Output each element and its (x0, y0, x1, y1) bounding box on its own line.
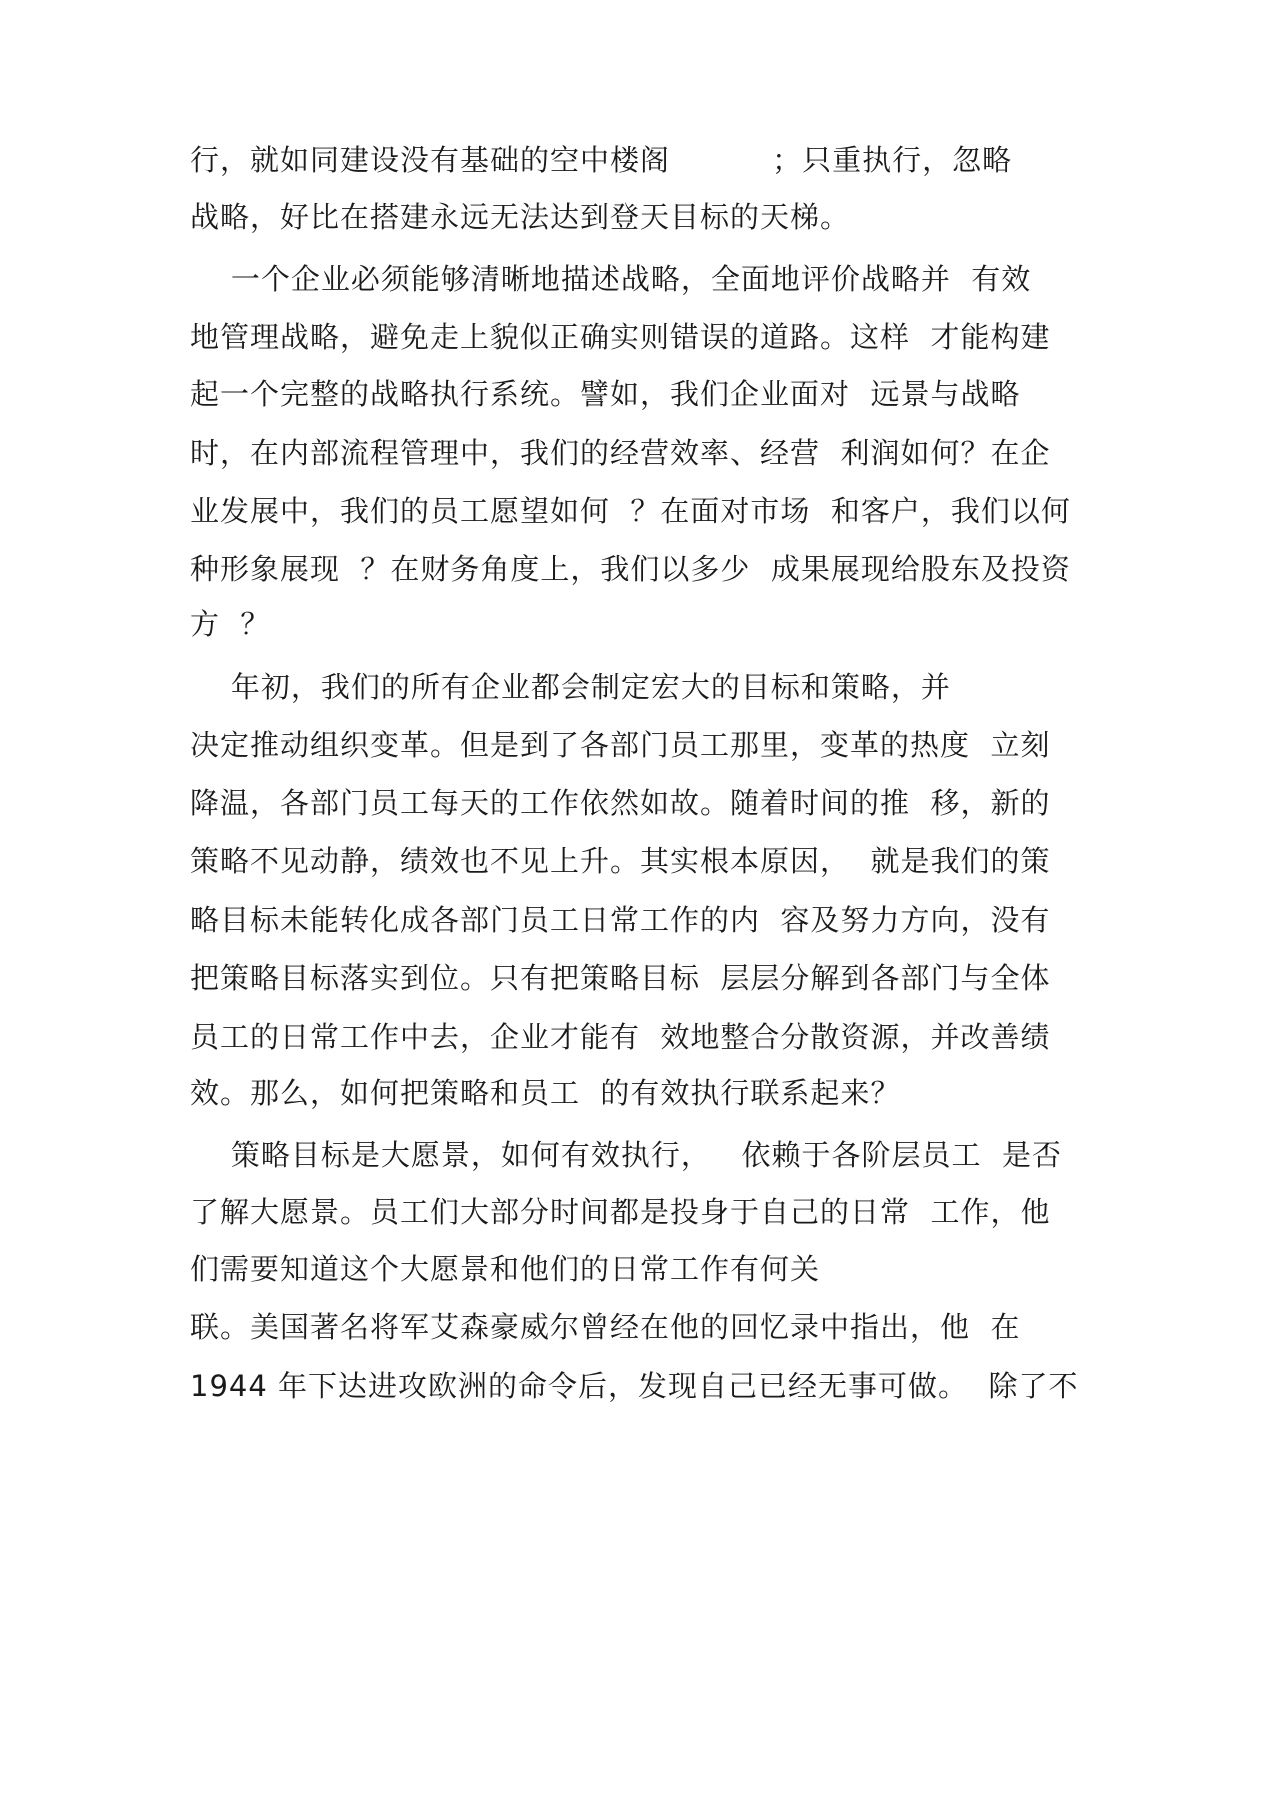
text-line: 策略目标是大愿景，如何有效执行， 依赖于各阶层员工 是否 (190, 1138, 1062, 1172)
text-line: 略目标未能转化成各部门员工日常工作的内 容及努力方向，没有 (190, 903, 1051, 937)
text-line: 方 ？ (190, 607, 271, 641)
text-line: 业发展中，我们的员工愿望如何 ？在面对市场 和客户，我们以何 (190, 494, 1071, 528)
text-line: 决定推动组织变革。但是到了各部门员工那里，变革的热度 立刻 (190, 728, 1051, 762)
text-line: 1944 年下达进攻欧洲的命令后，发现自己已经无事可做。 除了不 (190, 1369, 1079, 1403)
text-line: 们需要知道这个大愿景和他们的日常工作有何关 (190, 1252, 821, 1286)
text-line: 种形象展现 ？在财务角度上，我们以多少 成果展现给股东及投资 (190, 552, 1071, 586)
text-line: 年初，我们的所有企业都会制定宏大的目标和策略，并 (190, 670, 951, 704)
text-line: 时，在内部流程管理中，我们的经营效率、经营 利润如何？在企 (190, 436, 1051, 470)
text-line: 把策略目标落实到位。只有把策略目标 层层分解到各部门与全体 (190, 961, 1051, 995)
text-line: 策略不见动静，绩效也不见上升。其实根本原因， 就是我们的策 (190, 844, 1051, 878)
text-line: 效。那么，如何把策略和员工 的有效执行联系起来？ (190, 1076, 901, 1110)
text-line: 行，就如同建设没有基础的空中楼阁 ；只重执行，忽略 (190, 143, 1013, 177)
text-line: 联。美国著名将军艾森豪威尔曾经在他的回忆录中指出，他 在 (190, 1310, 1021, 1344)
text-line: 了解大愿景。员工们大部分时间都是投身于自己的日常 工作，他 (190, 1195, 1051, 1229)
text-line: 员工的日常工作中去，企业才能有 效地整合分散资源，并改善绩 (190, 1020, 1051, 1054)
text-line: 降温，各部门员工每天的工作依然如故。随着时间的推 移，新的 (190, 786, 1051, 820)
text-line: 战略，好比在搭建永远无法达到登天目标的天梯。 (190, 200, 851, 234)
text-line: 地管理战略，避免走上貌似正确实则错误的道路。这样 才能构建 (190, 320, 1051, 354)
text-line: 起一个完整的战略执行系统。譬如，我们企业面对 远景与战略 (190, 377, 1021, 411)
text-line: 一个企业必须能够清晰地描述战略，全面地评价战略并 有效 (190, 262, 1032, 296)
